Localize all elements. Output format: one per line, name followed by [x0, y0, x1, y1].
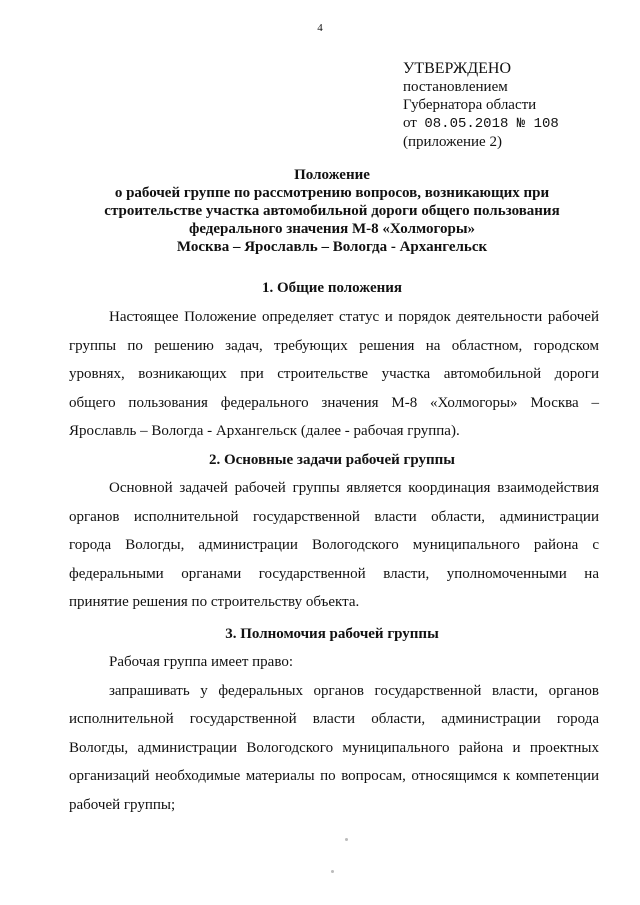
paragraph-line: Ярославль – Вологда - Архангельск (далее - рабочая группа). — [69, 423, 460, 440]
paragraph-line: федеральными органами государственной власти, уполномоченными на — [69, 565, 599, 582]
section-1-title: 1. Общие положения — [261, 280, 403, 296]
section-3-title: 3. Полномочия рабочей группы — [225, 626, 439, 642]
section-3-paragraph — [69, 648, 599, 820]
approval-line: постановлением — [403, 79, 508, 95]
scan-speck — [345, 838, 348, 841]
heading-line: строительстве участка автомобильной дороги общего пользования — [104, 203, 560, 219]
paragraph-line: исполнительной государственной власти области, администрации города — [69, 711, 599, 728]
paragraph-line: Вологды, администрации Вологодского муниципального района и проектных — [69, 739, 599, 756]
paragraph-line: города Вологды, администрации Вологодского муниципального района с — [69, 537, 599, 554]
paragraph-line: организаций необходимые материалы по вопросам, относящимся к компетенции — [69, 768, 599, 785]
paragraph-line: Рабочая группа имеет право: — [109, 654, 293, 670]
paragraph-line: запрашивать у федеральных органов государственной власти, органов — [109, 682, 599, 699]
heading-line: Москва – Ярославль – Вологда - Архангельск — [176, 239, 488, 255]
paragraph-line: общего пользования федерального значения М-8 «Холмогоры» Москва – — [69, 394, 599, 411]
paragraph-line: Настоящее Положение определяет статус и порядок деятельности рабочей — [109, 309, 599, 325]
approval-line: Губернатора области — [403, 97, 537, 113]
paragraph-line: принятие решения по строительству объекта. — [69, 594, 360, 611]
section-1-paragraph — [69, 303, 599, 446]
paragraph-line: органов исполнительной государственной власти области, администрации — [69, 508, 599, 525]
approval-date — [403, 114, 559, 133]
heading-line: федерального значения М-8 «Холмогоры» — [188, 221, 476, 237]
paragraph-line: рабочей группы; — [69, 796, 176, 813]
heading-line: Положение — [294, 167, 370, 183]
section-2-paragraph — [69, 474, 599, 617]
approval-appendix: (приложение 2) — [403, 134, 502, 150]
section-2-title: 2. Основные задачи рабочей группы — [208, 452, 456, 468]
scan-speck — [331, 870, 334, 873]
approval-title: УТВЕРЖДЕНО — [403, 60, 512, 77]
approval-date-prefix: от — [403, 115, 417, 131]
page-number: 4 — [317, 22, 323, 34]
paragraph-line: группы по решению задач, требующих решения на областном, городском — [69, 337, 599, 354]
approval-date-value: 08.05.2018 № 108 — [424, 116, 559, 132]
heading-line: о рабочей группе по рассмотрению вопросов, возникающих при — [114, 185, 550, 201]
approval-stamp — [403, 60, 559, 151]
paragraph-line: уровнях, возникающих при строительстве участка автомобильной дороги — [69, 366, 599, 383]
document-heading — [60, 166, 604, 256]
paragraph-line: Основной задачей рабочей группы является координация взаимодействия — [109, 480, 599, 496]
